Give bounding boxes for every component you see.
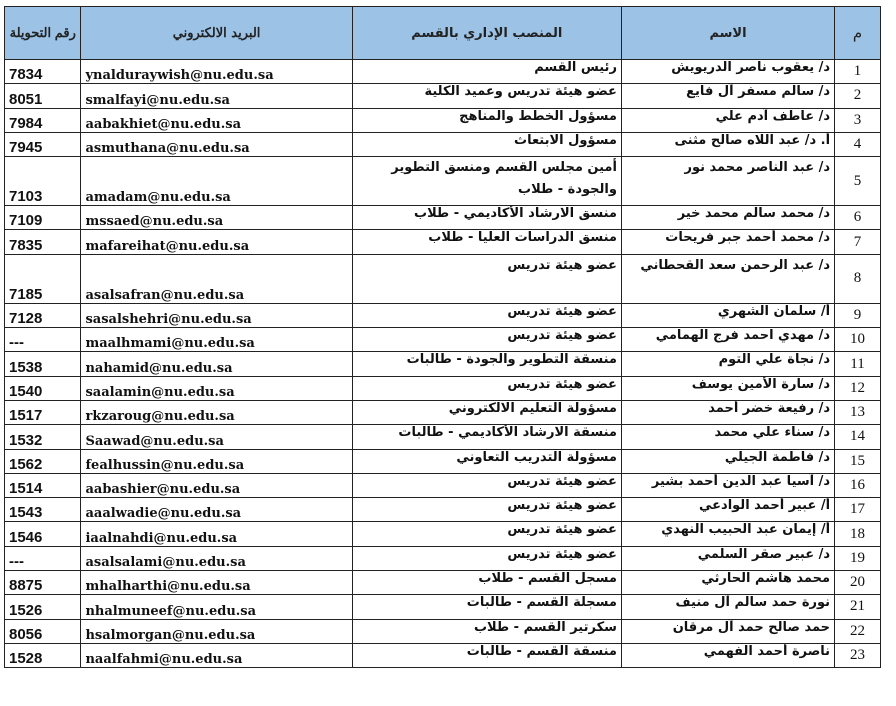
email-cell: nahamid@nu.edu.sa [81, 352, 352, 376]
position-cell: عضو هيئة تدريس [352, 254, 621, 303]
email-cell: aabakhiet@nu.edu.sa [81, 108, 352, 132]
index-cell: 8 [835, 254, 881, 303]
header-row [5, 7, 881, 60]
name-cell: د/ سارة الأمين يوسف [621, 376, 834, 400]
table-row [5, 157, 881, 206]
email-cell: mhalharthi@nu.edu.sa [81, 571, 352, 595]
extension-cell: 8056 [5, 619, 81, 643]
extension-cell: 1538 [5, 352, 81, 376]
position-cell: عضو هيئة تدريس [352, 376, 621, 400]
email-cell: aaalwadie@nu.edu.sa [81, 498, 352, 522]
position-cell: منسقة القسم - طالبات [352, 643, 621, 667]
extension-cell: 1532 [5, 425, 81, 449]
position-cell: رئيس القسم [352, 60, 621, 84]
name-cell: د/ فاطمة الجيلي [621, 449, 834, 473]
email-cell: ynalduraywish@nu.edu.sa [81, 60, 352, 84]
email-cell: fealhussin@nu.edu.sa [81, 449, 352, 473]
position-cell: منسقة التطوير والجودة - طالبات [352, 352, 621, 376]
index-cell: 4 [835, 132, 881, 156]
header-index: م [835, 7, 881, 60]
position-cell: عضو هيئة تدريس [352, 303, 621, 327]
index-cell: 2 [835, 84, 881, 108]
email-cell: saalamin@nu.edu.sa [81, 376, 352, 400]
name-cell: حمد صالح حمد آل مرقان [621, 619, 834, 643]
table-row [5, 449, 881, 473]
table-row [5, 643, 881, 667]
extension-cell: 7835 [5, 230, 81, 254]
email-cell: mafareihat@nu.edu.sa [81, 230, 352, 254]
email-cell: Saawad@nu.edu.sa [81, 425, 352, 449]
index-cell: 22 [835, 619, 881, 643]
email-cell: mssaed@nu.edu.sa [81, 206, 352, 230]
extension-cell: 7834 [5, 60, 81, 84]
position-cell: عضو هيئة تدريس [352, 473, 621, 497]
email-cell: asmuthana@nu.edu.sa [81, 132, 352, 156]
name-cell: د/ محمد سالم محمد خير [621, 206, 834, 230]
name-cell: محمد هاشم الحارثي [621, 571, 834, 595]
index-cell: 18 [835, 522, 881, 546]
table-row [5, 376, 881, 400]
email-cell: nhalmuneef@nu.edu.sa [81, 595, 352, 619]
table-row [5, 425, 881, 449]
email-cell: asalsafran@nu.edu.sa [81, 254, 352, 303]
name-cell: د/ نجاة علي التوم [621, 352, 834, 376]
extension-cell: --- [5, 546, 81, 570]
index-cell: 5 [835, 157, 881, 206]
header-email: البريد الالكتروني [81, 7, 352, 60]
position-cell: منسق الدراسات العليا - طلاب [352, 230, 621, 254]
header-name: الاسم [621, 7, 834, 60]
extension-cell: 1562 [5, 449, 81, 473]
extension-cell: 1514 [5, 473, 81, 497]
index-cell: 10 [835, 328, 881, 352]
position-cell: أمين مجلس القسم ومنسق التطوير والجودة - طلاب [352, 157, 621, 206]
position-cell: عضو هيئة تدريس [352, 328, 621, 352]
extension-cell: 1528 [5, 643, 81, 667]
index-cell: 1 [835, 60, 881, 84]
header-position: المنصب الإداري بالقسم [352, 7, 621, 60]
extension-cell: 1546 [5, 522, 81, 546]
extension-cell: 1540 [5, 376, 81, 400]
email-cell: iaalnahdi@nu.edu.sa [81, 522, 352, 546]
table-row [5, 303, 881, 327]
extension-cell: 8875 [5, 571, 81, 595]
email-cell: sasalshehri@nu.edu.sa [81, 303, 352, 327]
email-cell: rkzaroug@nu.edu.sa [81, 400, 352, 424]
table-row [5, 84, 881, 108]
index-cell: 11 [835, 352, 881, 376]
position-cell: مسجل القسم - طلاب [352, 571, 621, 595]
position-cell: سكرتير القسم - طلاب [352, 619, 621, 643]
extension-cell: 7984 [5, 108, 81, 132]
table-row [5, 254, 881, 303]
name-cell: د/ محمد أحمد جبر فريحات [621, 230, 834, 254]
position-cell: عضو هيئة تدريس [352, 546, 621, 570]
index-cell: 14 [835, 425, 881, 449]
name-cell: أ/ عبير أحمد الوادعي [621, 498, 834, 522]
extension-cell: 8051 [5, 84, 81, 108]
name-cell: أ/ سلمان الشهري [621, 303, 834, 327]
name-cell: د/ سالم مسفر آل فايع [621, 84, 834, 108]
extension-cell: 1517 [5, 400, 81, 424]
name-cell: ناصرة أحمد الفهمي [621, 643, 834, 667]
index-cell: 9 [835, 303, 881, 327]
index-cell: 7 [835, 230, 881, 254]
table-row [5, 522, 881, 546]
extension-cell: 7103 [5, 157, 81, 206]
email-cell: maalhmami@nu.edu.sa [81, 328, 352, 352]
position-cell: مسؤول الابتعاث [352, 132, 621, 156]
table-row [5, 206, 881, 230]
name-cell: د/ مهدي احمد فرج الهمامي [621, 328, 834, 352]
position-cell: مسجلة القسم - طالبات [352, 595, 621, 619]
index-cell: 23 [835, 643, 881, 667]
name-cell: د/ يعقوب ناصر الدريويش [621, 60, 834, 84]
name-cell: د/ عبد الناصر محمد نور [621, 157, 834, 206]
staff-directory [4, 6, 881, 668]
position-cell: عضو هيئة تدريس وعميد الكلية [352, 84, 621, 108]
index-cell: 13 [835, 400, 881, 424]
name-cell: د/ عبير صقر السلمي [621, 546, 834, 570]
table-row [5, 132, 881, 156]
position-cell: مسؤول الخطط والمناهج [352, 108, 621, 132]
staff-table [4, 6, 881, 668]
name-cell: نورة حمد سالم آل منيف [621, 595, 834, 619]
name-cell: د/ عبد الرحمن سعد القحطاني [621, 254, 834, 303]
name-cell: د/ سناء علي محمد [621, 425, 834, 449]
extension-cell: 1543 [5, 498, 81, 522]
position-cell: منسقة الارشاد الأكاديمي - طالبات [352, 425, 621, 449]
extension-cell: 7185 [5, 254, 81, 303]
extension-cell: 1526 [5, 595, 81, 619]
name-cell: د/ رفيعة خضر أحمد [621, 400, 834, 424]
table-row [5, 60, 881, 84]
position-cell: عضو هيئة تدريس [352, 522, 621, 546]
index-cell: 21 [835, 595, 881, 619]
email-cell: smalfayi@nu.edu.sa [81, 84, 352, 108]
index-cell: 12 [835, 376, 881, 400]
name-cell: د/ عاطف آدم علي [621, 108, 834, 132]
table-row [5, 595, 881, 619]
email-cell: naalfahmi@nu.edu.sa [81, 643, 352, 667]
table-row [5, 328, 881, 352]
table-row [5, 571, 881, 595]
index-cell: 20 [835, 571, 881, 595]
email-cell: aabashier@nu.edu.sa [81, 473, 352, 497]
position-cell: مسؤولة التدريب التعاوني [352, 449, 621, 473]
index-cell: 16 [835, 473, 881, 497]
name-cell: أ/ إيمان عبد الحبيب النهدي [621, 522, 834, 546]
index-cell: 3 [835, 108, 881, 132]
extension-cell: --- [5, 328, 81, 352]
name-cell: د/ آسيا عبد الدين أحمد بشير [621, 473, 834, 497]
index-cell: 19 [835, 546, 881, 570]
header-transfer: رقم التحويلة [5, 7, 81, 60]
email-cell: amadam@nu.edu.sa [81, 157, 352, 206]
position-cell: منسق الارشاد الأكاديمي - طلاب [352, 206, 621, 230]
position-cell: عضو هيئة تدريس [352, 498, 621, 522]
table-row [5, 546, 881, 570]
table-row [5, 400, 881, 424]
name-cell: أ. د/ عبد اللاه صالح مثنى [621, 132, 834, 156]
email-cell: asalsalami@nu.edu.sa [81, 546, 352, 570]
extension-cell: 7109 [5, 206, 81, 230]
table-row [5, 619, 881, 643]
email-cell: hsalmorgan@nu.edu.sa [81, 619, 352, 643]
extension-cell: 7945 [5, 132, 81, 156]
index-cell: 15 [835, 449, 881, 473]
table-row [5, 108, 881, 132]
position-cell: مسؤولة التعليم الالكتروني [352, 400, 621, 424]
extension-cell: 7128 [5, 303, 81, 327]
index-cell: 6 [835, 206, 881, 230]
table-row [5, 498, 881, 522]
index-cell: 17 [835, 498, 881, 522]
table-row [5, 352, 881, 376]
table-row [5, 230, 881, 254]
table-row [5, 473, 881, 497]
